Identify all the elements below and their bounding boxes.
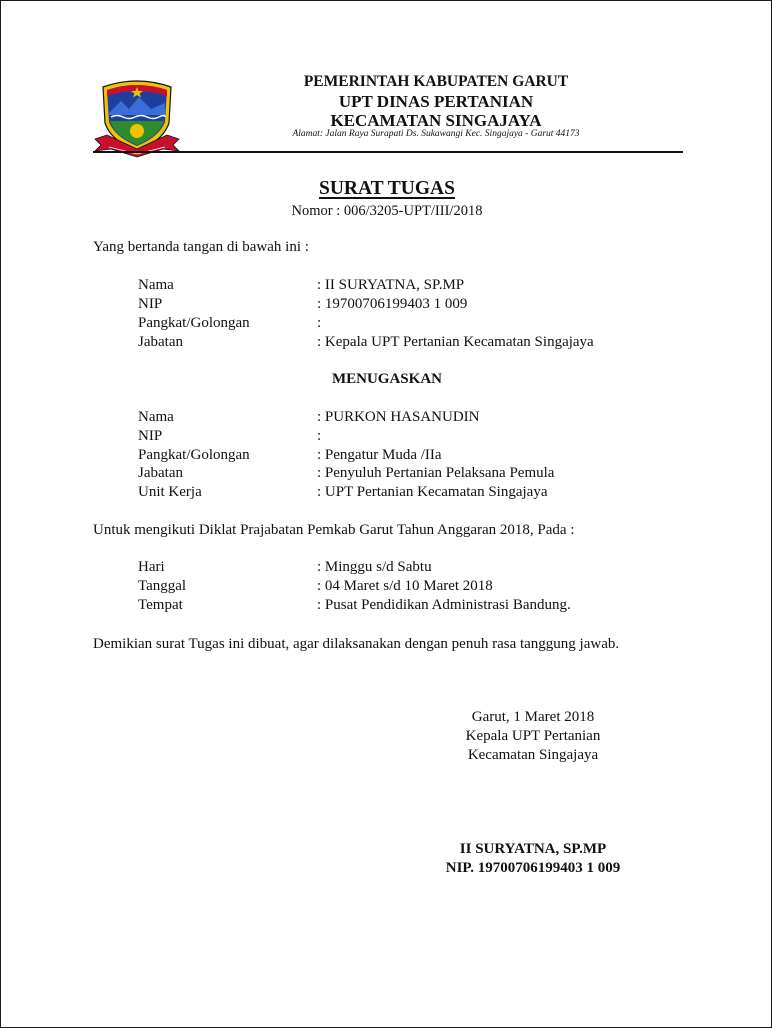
letter-intro: Yang bertanda tangan di bawah ini :	[93, 239, 309, 255]
schedule-date-value: : 04 Maret s/d 10 Maret 2018	[317, 578, 493, 594]
header-address: Alamat: Jalan Raya Surapati Ds. Sukawangi Kec. Singajaya - Garut 44173	[292, 129, 580, 139]
letter-number: Nomor : 006/3205-UPT/III/2018	[291, 203, 483, 219]
assignee-name-value: : PURKON HASANUDIN	[317, 409, 480, 425]
assignee-nip-value: :	[317, 428, 322, 444]
signer-position-value: : Kepala UPT Pertanian Kecamatan Singajaya	[317, 334, 594, 350]
assignee-rank-label: Pangkat/Golongan	[138, 447, 250, 463]
assignee-nip-label: NIP	[138, 428, 163, 444]
assignee-position-label: Jabatan	[138, 465, 183, 481]
purpose-text: Untuk mengikuti Diklat Prajabatan Pemkab Garut Tahun Anggaran 2018, Pada :	[93, 522, 575, 538]
header-district-name: KECAMATAN SINGAJAYA	[330, 111, 542, 130]
signer-name-value: : II SURYATNA, SP.MP	[317, 277, 465, 293]
signature-place-date: Garut, 1 Maret 2018	[471, 709, 595, 725]
closing-paragraph: Demikian surat Tugas ini dibuat, agar dilaksanakan dengan penuh rasa tanggung jawab.	[93, 636, 620, 652]
signature-position-line1: Kepala UPT Pertanian	[465, 728, 601, 744]
assign-heading: MENUGASKAN	[331, 371, 442, 387]
signature-nip: NIP. 19700706199403 1 009	[445, 860, 621, 876]
schedule-date-label: Tanggal	[138, 578, 187, 594]
assignee-unit-label: Unit Kerja	[138, 484, 202, 500]
header-agency-name: UPT DINAS PERTANIAN	[338, 92, 534, 111]
schedule-place-label: Tempat	[138, 597, 183, 613]
assignee-rank-value: : Pengatur Muda /IIa	[317, 447, 442, 463]
signer-rank-value: :	[317, 315, 322, 331]
header-government-name: PEMERINTAH KABUPATEN GARUT	[303, 73, 569, 90]
signer-position-label: Jabatan	[138, 334, 183, 350]
assignee-name-label: Nama	[138, 409, 174, 425]
assignee-unit-value: : UPT Pertanian Kecamatan Singajaya	[317, 484, 548, 500]
signer-nip-label: NIP	[138, 296, 163, 312]
signature-position-line2: Kecamatan Singajaya	[467, 747, 599, 763]
signer-nip-value: : 19700706199403 1 009	[317, 296, 468, 312]
signer-rank-label: Pangkat/Golongan	[138, 315, 250, 331]
assignee-position-value: : Penyuluh Pertanian Pelaksana Pemula	[317, 465, 555, 481]
letter-title: SURAT TUGAS	[318, 178, 455, 199]
schedule-place-value: : Pusat Pendidikan Administrasi Bandung.	[317, 597, 571, 613]
schedule-day-value: : Minggu s/d Sabtu	[317, 559, 432, 575]
garut-regency-emblem-icon	[93, 73, 181, 159]
schedule-day-label: Hari	[138, 559, 165, 575]
header-divider	[93, 151, 683, 153]
signature-name: II SURYATNA, SP.MP	[459, 841, 607, 857]
signer-name-label: Nama	[138, 277, 174, 293]
